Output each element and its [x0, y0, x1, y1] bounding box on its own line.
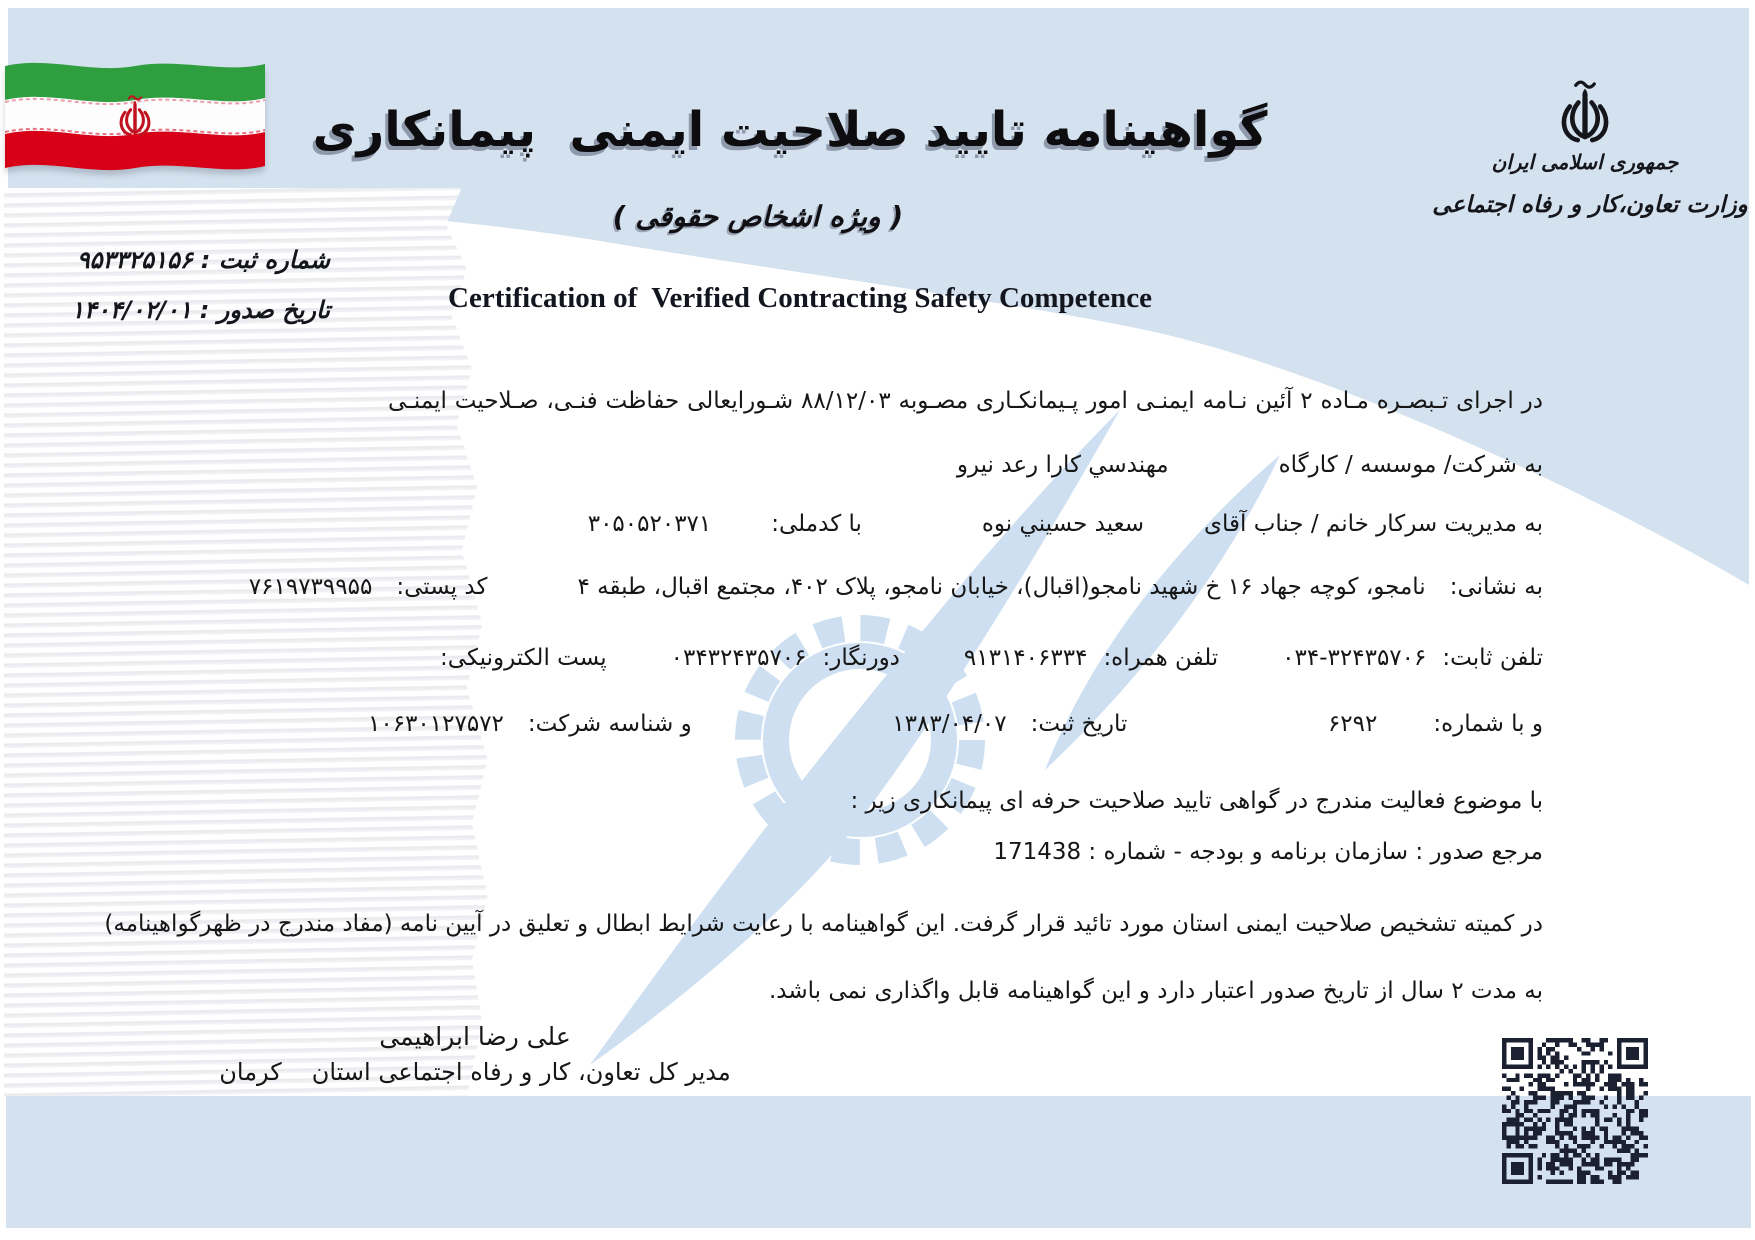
registration-number-label: شماره ثبت :	[200, 246, 330, 274]
terms-line-1: در کمیته تشخیص صلاحیت ایمنی استان مورد تائید قرار گرفت. این گواهینامه با رعایت شرایط ابطال و تعلیق در آیین نامه (مفاد مندرج در ظهرگواهینامه)	[104, 911, 1543, 937]
subject-line: با موضوع فعالیت مندرج در گواهی تایید صلاحیت حرفه ای پیمانکاری زیر :	[850, 788, 1543, 814]
signer-name: علی رضا ابراهیمی	[379, 1022, 571, 1051]
qr-code	[1502, 1038, 1648, 1184]
manager-row	[588, 511, 1543, 537]
address-label: به نشانی:	[1449, 574, 1543, 600]
signer-title: مدیر کل تعاون، کار و رفاه اجتماعی استان	[311, 1058, 731, 1086]
ministry-name: وزارت تعاون،کار و رفاه اجتماعی	[1432, 192, 1748, 218]
paper-stack-texture	[4, 188, 524, 1096]
terms-line-2: به مدت ۲ سال از تاریخ صدور اعتبار دارد و این گواهینامه قابل واگذاری نمی باشد.	[768, 978, 1543, 1004]
registration-date-pair	[892, 711, 1127, 737]
registration-date-value: ۱۳۸۳/۰۴/۰۷	[892, 711, 1007, 737]
company-id-pair	[368, 711, 692, 737]
signer-title-line	[205, 1058, 745, 1086]
iran-flag-icon	[4, 56, 266, 172]
landline-label: تلفن ثابت:	[1442, 645, 1543, 671]
address-value: نامجو، کوچه جهاد ۱۶ خ شهید نامجو(اقبال)، خیابان نامجو، پلاک ۴۰۲، مجتمع اقبال، طبقه ۴	[577, 574, 1426, 600]
company-name: مهندسي کارا رعد نیرو	[956, 452, 1169, 478]
email-label: پست الکترونیکی:	[440, 645, 607, 671]
manager-label: به مدیریت سرکار خانم / جناب آقای	[1204, 511, 1543, 537]
national-id-value: ۳۰۵۰۵۲۰۳۷۱	[587, 511, 712, 537]
landline-value: ۰۳۴-۳۲۴۳۵۷۰۶	[1282, 645, 1427, 671]
issue-date-line	[71, 296, 330, 324]
registration-date-label: تاریخ ثبت:	[1030, 711, 1128, 737]
registration-number-value: ۹۵۳۳۲۵۱۵۶	[76, 246, 193, 274]
serial-pair	[1328, 711, 1543, 737]
company-id-label: و شناسه شرکت:	[527, 711, 692, 737]
national-id-label: با کدملی:	[771, 511, 862, 537]
signer-province: کرمان	[219, 1058, 282, 1086]
bottom-band	[6, 1096, 1751, 1228]
issue-date-value: ۱۴۰۴/۰۲/۰۱	[71, 296, 192, 324]
swoosh-shape	[587, 410, 1120, 1065]
manager-name: سعید حسیني نوه	[981, 511, 1144, 537]
phones-row	[440, 645, 1543, 671]
intro-line: در اجرای تـبصـره مـاده ۲ آئین نـامه ایمنـی امور پـیمانکـاری مصـوبه ۸۸/۱۲/۰۳ شـورایعالی حفاظت فنـی، صـلاحیت ایمنـی	[388, 388, 1543, 414]
landline-pair	[1282, 645, 1543, 671]
company-id-value: ۱۰۶۳۰۱۲۷۵۷۲	[368, 711, 504, 737]
certificate-title: گواهینامه تایید صلاحیت ایمنی پیمانکاری	[312, 102, 1268, 158]
iran-national-emblem-icon	[1552, 78, 1618, 152]
address-row	[249, 574, 1543, 600]
mobile-pair	[964, 645, 1218, 671]
company-row	[957, 452, 1543, 478]
issuer-line: مرجع صدور : سازمان برنامه و بودجه - شماره : 171438	[993, 839, 1543, 865]
mobile-label: تلفن همراه:	[1103, 645, 1219, 671]
fax-value: ۰۳۴۳۲۴۳۵۷۰۶	[670, 645, 807, 671]
postal-code-value: ۷۶۱۹۷۳۹۹۵۵	[248, 574, 373, 600]
serial-label: و با شماره:	[1433, 711, 1543, 737]
serial-value: ۶۲۹۲	[1327, 711, 1378, 737]
registration-number-line	[77, 246, 330, 274]
country-name: جمهوری اسلامی ایران	[1491, 150, 1679, 174]
mobile-value: ۹۱۳۱۴۰۶۳۳۴	[963, 645, 1088, 671]
issue-date-label: تاریخ صدور :	[199, 296, 330, 324]
certificate-subtitle: ( ویژه اشخاص حقوقی )	[612, 200, 904, 233]
postal-code-label: کد پستی:	[396, 574, 488, 600]
company-label: به شرکت/ موسسه / کارگاه	[1278, 452, 1543, 478]
registration-row	[368, 711, 1543, 737]
fax-pair	[671, 645, 900, 671]
certificate-title-english: Certification of Verified Contracting Safety Competence	[448, 282, 1152, 314]
fax-label: دورنگار:	[822, 645, 900, 671]
